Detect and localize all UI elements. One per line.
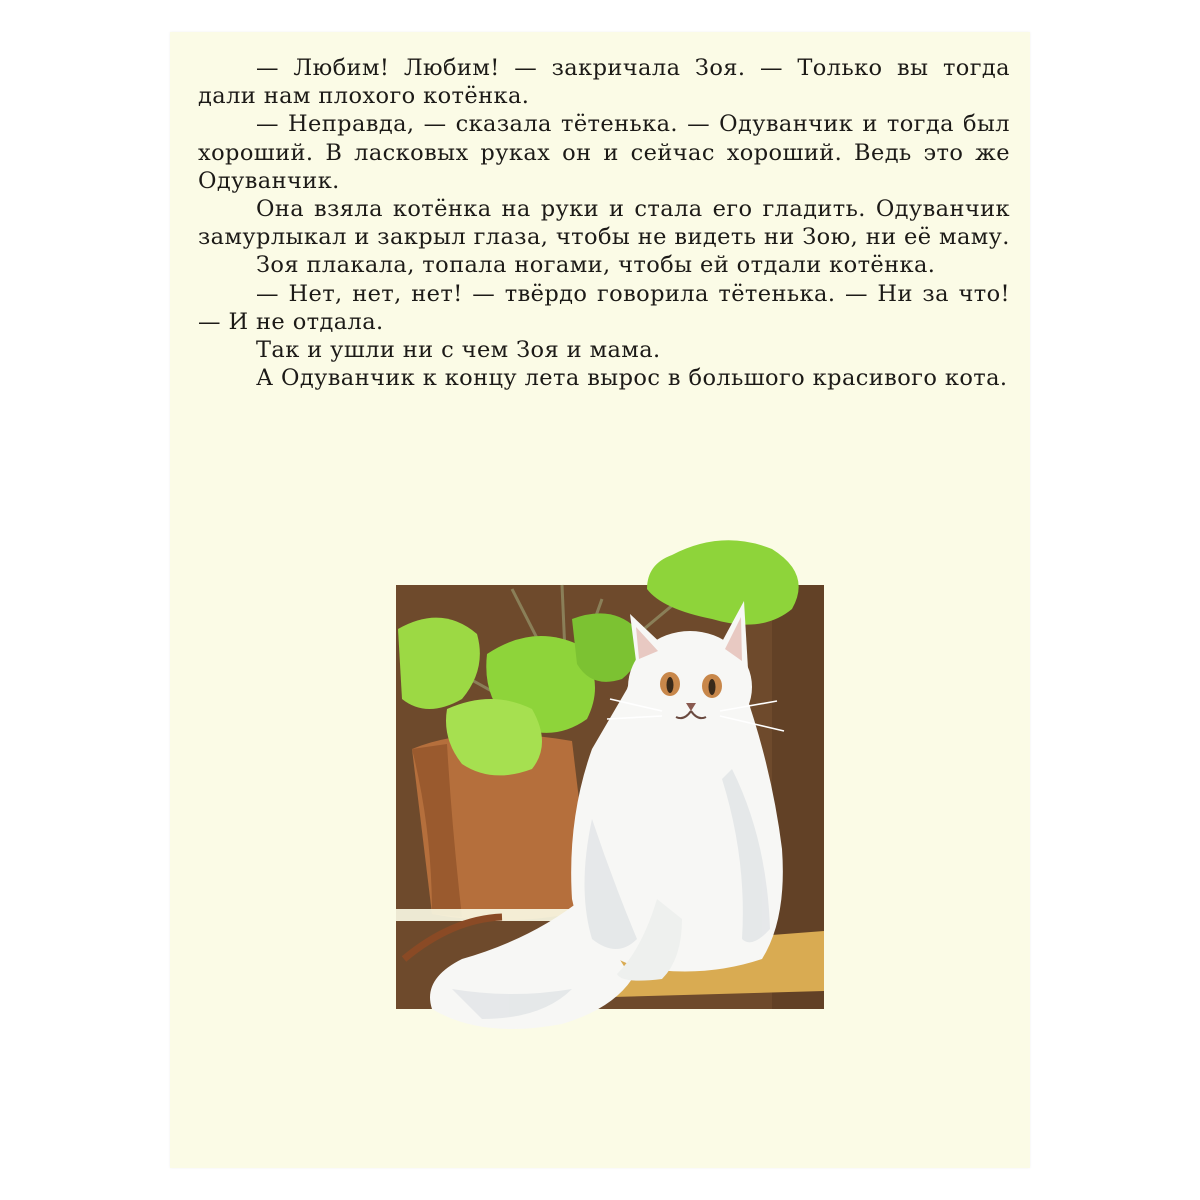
paragraph-6: Так и ушли ни с чем Зоя и мама. bbox=[256, 337, 661, 364]
paragraph-2: — Неправда, — сказала тётенька. — Одуванчик и тогда был хороший. В ласковых руках он и сейчас хороший. Ведь это же Одуванчик. bbox=[198, 111, 1010, 194]
cat-illustration bbox=[392, 519, 832, 1039]
cat-illustration-svg bbox=[392, 519, 832, 1039]
story-text bbox=[198, 54, 1010, 392]
book-page bbox=[170, 32, 1030, 1168]
paragraph-3: Она взяла котёнка на руки и стала его гладить. Одуванчик замурлыкал и закрыл глаза, чтобы не видеть ни Зою, ни её маму. bbox=[198, 196, 1010, 251]
paragraph-5: — Нет, нет, нет! — твёрдо говорила тётенька. — Ни за что! — И не отдала. bbox=[198, 280, 1010, 335]
paragraph-7: А Одуванчик к концу лета вырос в большого красивого кота. bbox=[256, 365, 1008, 392]
paragraph-4: Зоя плакала, топала ногами, чтобы ей отдали котёнка. bbox=[256, 252, 936, 279]
paragraph-1: — Любим! Любим! — закричала Зоя. — Только вы тогда дали нам плохого котёнка. bbox=[198, 55, 1010, 110]
